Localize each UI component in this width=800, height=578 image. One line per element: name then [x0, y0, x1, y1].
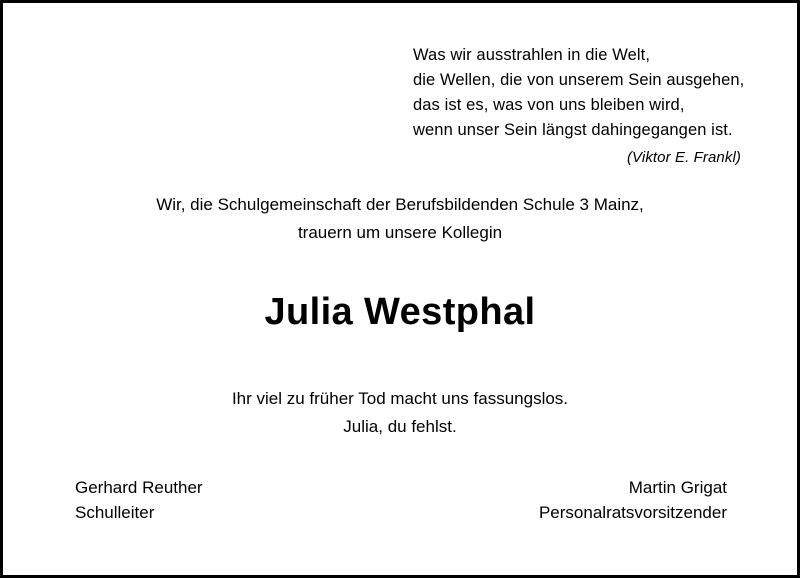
message-block	[3, 385, 797, 441]
signatory-right	[539, 475, 727, 525]
message-line-2: Julia, du fehlst.	[343, 417, 457, 436]
intro-line-1: Wir, die Schulgemeinschaft der Berufsbildenden Schule 3 Mainz,	[156, 195, 644, 214]
message-line-1: Ihr viel zu früher Tod macht uns fassungslos.	[231, 389, 569, 408]
signatory-left-name: Gerhard Reuther	[75, 478, 203, 497]
quote-line-3: das ist es, was von uns bleiben wird,	[413, 96, 685, 114]
intro-line-2: trauern um unsere Kollegin	[297, 223, 503, 242]
signatory-left	[75, 475, 203, 525]
deceased-name: Julia Westphal	[264, 291, 536, 333]
quote-attribution: (Viktor E. Frankl)	[626, 149, 741, 166]
signatories	[3, 475, 797, 535]
quote-line-4: wenn unser Sein längst dahingegangen ist.	[413, 121, 733, 139]
signatory-right-name: Martin Grigat	[628, 478, 727, 497]
quote-line-2: die Wellen, die von unserem Sein ausgehen,	[413, 71, 745, 89]
signatory-right-role: Personalratsvorsitzender	[538, 503, 727, 522]
intro-block	[3, 191, 797, 247]
quote-block	[413, 43, 763, 170]
signatory-left-role: Schulleiter	[75, 503, 155, 522]
quote-line-1: Was wir ausstrahlen in die Welt,	[413, 46, 651, 64]
